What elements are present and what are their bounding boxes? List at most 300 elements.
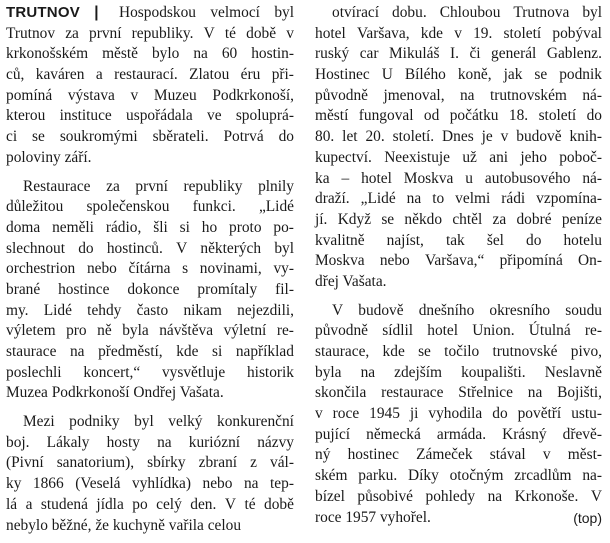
word: v bbox=[500, 128, 509, 146]
author-signature: (top) bbox=[573, 509, 602, 526]
word: si bbox=[211, 343, 223, 360]
word: či bbox=[469, 45, 481, 63]
word: skončila bbox=[315, 384, 367, 402]
word: čítárna bbox=[128, 260, 171, 278]
word: jmenoval, bbox=[383, 86, 445, 104]
right-column bbox=[315, 3, 602, 528]
word: 80. bbox=[315, 128, 335, 146]
word: novinami, bbox=[199, 260, 262, 278]
word: do bbox=[278, 128, 294, 146]
word: hostince bbox=[58, 280, 110, 298]
word: od bbox=[423, 107, 440, 125]
word: ském bbox=[315, 467, 348, 485]
text-line bbox=[6, 321, 294, 342]
paragraph bbox=[6, 412, 294, 536]
paragraph bbox=[315, 3, 602, 293]
word: Zámeček bbox=[416, 446, 473, 464]
word: hotel bbox=[361, 169, 392, 187]
dateline-separator: | bbox=[94, 4, 99, 21]
word: ky bbox=[6, 475, 22, 493]
word: v bbox=[542, 446, 551, 464]
word: kupectví. bbox=[315, 148, 372, 166]
word: ná- bbox=[582, 86, 602, 104]
word: generál bbox=[491, 45, 537, 63]
word: restaurací. bbox=[114, 66, 178, 84]
word: armáda. bbox=[436, 425, 487, 443]
word: roce bbox=[332, 405, 360, 423]
text-line bbox=[315, 127, 602, 148]
word: Lákaly bbox=[46, 433, 90, 451]
word: Neexistuje bbox=[384, 148, 451, 166]
word: instituce bbox=[59, 107, 112, 125]
word: první bbox=[89, 24, 122, 42]
word: a bbox=[95, 66, 103, 84]
text-line bbox=[6, 239, 294, 260]
word: je bbox=[481, 128, 493, 146]
text-line bbox=[315, 86, 602, 107]
word: otvírací bbox=[332, 4, 380, 21]
word: neměli bbox=[52, 218, 94, 236]
word: původně bbox=[315, 86, 369, 104]
word: dokonce bbox=[127, 280, 180, 298]
word: na bbox=[527, 384, 543, 402]
text-line bbox=[6, 280, 294, 301]
text-line bbox=[315, 106, 602, 127]
word: podnik bbox=[559, 66, 602, 84]
word: Hostinec bbox=[315, 66, 370, 84]
word: byla bbox=[315, 363, 342, 381]
word: ruský bbox=[315, 45, 350, 63]
word: výletní bbox=[223, 322, 267, 340]
word: Union. bbox=[472, 322, 515, 340]
word: nebo bbox=[379, 252, 410, 270]
word: restaurace bbox=[381, 384, 444, 402]
word: republiky bbox=[183, 177, 243, 195]
word: se bbox=[418, 343, 431, 360]
word: Podkrkonoší, bbox=[212, 86, 294, 104]
word: Když bbox=[337, 210, 372, 228]
word: parku. bbox=[358, 467, 398, 485]
word: uspořádala bbox=[126, 107, 193, 125]
word: nebo bbox=[202, 475, 233, 493]
word: staurace, bbox=[315, 343, 370, 360]
word: byl bbox=[134, 413, 154, 431]
word: chtěl bbox=[452, 210, 483, 228]
word: točilo bbox=[444, 343, 480, 360]
word: Moskva bbox=[403, 169, 454, 187]
word: autobusového bbox=[484, 169, 571, 187]
paragraph bbox=[6, 3, 294, 169]
word: otočným bbox=[449, 467, 504, 485]
word: ustu- bbox=[571, 405, 602, 423]
text-line bbox=[6, 127, 294, 148]
word: byl bbox=[582, 4, 602, 21]
word: v bbox=[130, 86, 139, 104]
text-line bbox=[315, 425, 602, 446]
word: – bbox=[341, 169, 350, 187]
word: do bbox=[526, 231, 542, 249]
word: době bbox=[264, 495, 294, 513]
word: staurace bbox=[6, 343, 57, 360]
word: byl bbox=[274, 239, 294, 257]
line-text: dřej Vašata. bbox=[315, 272, 387, 290]
word: do bbox=[586, 107, 602, 125]
paragraph bbox=[6, 177, 294, 405]
word: poboč- bbox=[559, 148, 602, 166]
word: koně, bbox=[457, 66, 492, 84]
text-line bbox=[6, 3, 294, 24]
word: dřevě- bbox=[562, 425, 602, 443]
word: sídlil bbox=[382, 322, 414, 340]
word: té bbox=[224, 24, 236, 42]
word: hotel bbox=[315, 24, 346, 42]
word: povětří bbox=[517, 405, 562, 423]
word: byla bbox=[122, 322, 149, 340]
word: nebo bbox=[86, 260, 117, 278]
word: 60 bbox=[221, 45, 238, 63]
word: dnešního bbox=[418, 301, 475, 319]
word: den. bbox=[190, 495, 217, 513]
word: první bbox=[135, 177, 168, 195]
word: s bbox=[182, 260, 189, 278]
word: pivo, bbox=[570, 343, 602, 360]
word: draží. bbox=[315, 190, 350, 208]
word: soukromými bbox=[59, 128, 138, 146]
word: Bílého bbox=[404, 66, 446, 84]
word: vál- bbox=[270, 454, 294, 472]
word: hotel bbox=[427, 322, 459, 340]
word: působivé bbox=[357, 487, 413, 505]
word: počátku bbox=[449, 107, 499, 125]
word: hotelu bbox=[563, 231, 602, 249]
word: najíst, bbox=[386, 231, 424, 249]
word: promítaly bbox=[197, 280, 258, 298]
word: vy- bbox=[273, 260, 294, 278]
text-line bbox=[315, 169, 602, 190]
text-line bbox=[6, 342, 294, 363]
word: šli bbox=[153, 218, 168, 236]
text-line bbox=[6, 474, 294, 495]
word: často bbox=[136, 301, 169, 319]
word: 20. bbox=[365, 128, 385, 146]
word: Varšava, bbox=[356, 24, 410, 42]
text-line bbox=[6, 453, 294, 474]
word: podniky bbox=[69, 413, 120, 431]
word: Moskva bbox=[315, 252, 365, 270]
word: Střelnice bbox=[458, 384, 513, 402]
word: kde bbox=[420, 24, 443, 42]
word: na bbox=[69, 343, 85, 360]
word: orchestrion bbox=[6, 260, 76, 278]
word: ců, bbox=[6, 66, 25, 84]
word: (Veselá bbox=[75, 475, 121, 493]
word: nejezdili, bbox=[237, 301, 294, 319]
word: soudu bbox=[565, 301, 602, 319]
word: za bbox=[492, 210, 507, 228]
word: okresního bbox=[489, 301, 551, 319]
word: po- bbox=[273, 218, 294, 236]
text-line bbox=[6, 148, 294, 169]
word: re- bbox=[276, 322, 294, 340]
word: kde bbox=[382, 343, 405, 360]
word: vyhodila bbox=[428, 405, 483, 423]
word: boj. bbox=[6, 433, 30, 451]
word: celý bbox=[156, 495, 182, 513]
word: jídla bbox=[96, 495, 124, 513]
word: budově bbox=[358, 301, 404, 319]
word: na bbox=[487, 487, 503, 505]
word: nikam bbox=[183, 301, 222, 319]
word: Varšava,“ bbox=[424, 252, 485, 270]
word: tep- bbox=[270, 475, 294, 493]
word: ný bbox=[315, 446, 331, 464]
word: „Lidé bbox=[360, 190, 396, 208]
word: rádi bbox=[501, 190, 526, 208]
text-line bbox=[6, 218, 294, 239]
word: se bbox=[381, 210, 395, 228]
word: na bbox=[193, 45, 208, 63]
word: (Pivní bbox=[6, 454, 44, 472]
word: Potrvá bbox=[223, 128, 264, 146]
text-line bbox=[6, 44, 294, 65]
word: trutnovském bbox=[489, 86, 567, 104]
word: Krásný bbox=[502, 425, 547, 443]
word: u bbox=[465, 169, 473, 187]
word: V bbox=[203, 24, 215, 42]
word: některých bbox=[200, 239, 262, 257]
word: zbraní bbox=[198, 454, 238, 472]
word: Lidé bbox=[43, 301, 72, 319]
word: na bbox=[243, 475, 259, 493]
word: ve bbox=[207, 107, 222, 125]
word: důležitou bbox=[6, 198, 64, 216]
word: se bbox=[32, 128, 45, 146]
word: let bbox=[342, 128, 358, 146]
word: dobu. bbox=[392, 4, 427, 21]
word: byl bbox=[274, 4, 294, 21]
word: Mezi bbox=[23, 413, 55, 431]
paragraph bbox=[315, 301, 602, 529]
word: Díky bbox=[407, 467, 439, 485]
word: V bbox=[176, 239, 188, 257]
word: peníze bbox=[561, 210, 602, 228]
word: ná- bbox=[582, 169, 602, 187]
word: velmi bbox=[455, 190, 491, 208]
word: zrcadlům bbox=[514, 467, 572, 485]
word: lá bbox=[6, 495, 18, 513]
word: vyhlídka) bbox=[132, 475, 192, 493]
text-line bbox=[315, 148, 602, 169]
word: hostinců. bbox=[106, 239, 163, 257]
word: spoluprá- bbox=[235, 107, 294, 125]
word: předměstí, bbox=[98, 343, 163, 360]
word: pro bbox=[66, 322, 87, 340]
word: hosty bbox=[106, 433, 140, 451]
word: v bbox=[454, 24, 462, 42]
word: někdo bbox=[404, 210, 443, 228]
word: pobýval bbox=[552, 24, 602, 42]
word: fil- bbox=[275, 280, 294, 298]
word: kaváren bbox=[35, 66, 85, 84]
text-line bbox=[315, 383, 602, 404]
word: se bbox=[534, 66, 548, 84]
word: v bbox=[315, 405, 323, 423]
text-line bbox=[315, 342, 602, 363]
text-line bbox=[315, 272, 602, 293]
word: pohledy bbox=[425, 487, 476, 505]
word: fungoval bbox=[358, 107, 414, 125]
text-line bbox=[6, 177, 294, 198]
word: ani bbox=[489, 148, 509, 166]
word: bylo bbox=[151, 45, 180, 63]
text-line bbox=[315, 508, 602, 529]
word: na bbox=[360, 363, 376, 381]
word: pující bbox=[315, 425, 351, 443]
word: sbírky bbox=[147, 454, 186, 472]
word: do bbox=[78, 239, 94, 257]
word: kde bbox=[176, 343, 199, 360]
word: kterou bbox=[6, 107, 46, 125]
word: V bbox=[332, 301, 344, 319]
word: rádio, bbox=[105, 218, 142, 236]
text-line bbox=[315, 210, 602, 231]
word: Bojišti, bbox=[557, 384, 602, 402]
word: na bbox=[157, 433, 172, 451]
word: výstava bbox=[67, 86, 115, 104]
text-line bbox=[6, 433, 294, 454]
word: městě bbox=[102, 45, 138, 63]
line-text: Muzea Podkrkonoší Ondřej Vašata. bbox=[6, 384, 224, 402]
word: za bbox=[106, 177, 120, 195]
word: a bbox=[25, 495, 33, 513]
word: car bbox=[359, 45, 379, 63]
word: při- bbox=[271, 66, 294, 84]
paragraph-gap bbox=[315, 293, 602, 301]
text-line bbox=[6, 24, 294, 45]
word: z bbox=[250, 454, 257, 472]
text-line bbox=[315, 404, 602, 425]
word: po bbox=[132, 495, 148, 513]
word: německá bbox=[366, 425, 421, 443]
word: Gablenz. bbox=[546, 45, 602, 63]
word: proto bbox=[229, 218, 262, 236]
word: 18. bbox=[508, 107, 529, 125]
word: republiky. bbox=[131, 24, 194, 42]
word: výletem bbox=[6, 322, 56, 340]
text-line bbox=[6, 65, 294, 86]
word: jeho bbox=[520, 148, 547, 166]
word: dobré bbox=[516, 210, 552, 228]
word: historik bbox=[246, 363, 294, 381]
dateline: TRUTNOV bbox=[6, 4, 80, 21]
word: plnily bbox=[258, 177, 294, 195]
word: brané bbox=[6, 280, 41, 298]
word: koupališti. bbox=[461, 363, 526, 381]
text-line bbox=[6, 412, 294, 433]
word: Trutnova bbox=[513, 4, 570, 21]
word: velký bbox=[168, 413, 203, 431]
word: Hospodskou bbox=[119, 4, 196, 21]
text-line bbox=[6, 516, 294, 537]
word: Dnes bbox=[442, 128, 474, 146]
text-line bbox=[6, 383, 294, 404]
text-line bbox=[315, 44, 602, 65]
word: za bbox=[65, 24, 79, 42]
word: společenskou bbox=[86, 198, 170, 216]
word: 1945 bbox=[369, 405, 400, 423]
word: stával bbox=[489, 446, 526, 464]
word: století bbox=[538, 107, 577, 125]
text-line bbox=[315, 301, 602, 322]
left-column bbox=[6, 3, 294, 536]
word: ho bbox=[201, 218, 218, 236]
word: koncert,“ bbox=[83, 363, 141, 381]
word: vysvětluje bbox=[161, 363, 226, 381]
word: éru bbox=[240, 66, 261, 84]
word: sběrateli. bbox=[152, 128, 209, 146]
word: bízel bbox=[315, 487, 345, 505]
word: trutnovské bbox=[492, 343, 558, 360]
word: do bbox=[492, 405, 508, 423]
word: Mikuláš bbox=[389, 45, 440, 63]
word: vzpomína- bbox=[536, 190, 602, 208]
word: Restaurace bbox=[23, 177, 91, 195]
text-line bbox=[6, 197, 294, 218]
word: konkurenční bbox=[217, 413, 294, 431]
word: té bbox=[244, 495, 256, 513]
word: funkci. bbox=[192, 198, 236, 216]
text-line bbox=[315, 231, 602, 252]
text-line bbox=[315, 3, 602, 24]
word: připomíná bbox=[499, 252, 563, 270]
word: době bbox=[246, 24, 277, 42]
word: knih- bbox=[569, 128, 602, 146]
word: Chloubou bbox=[439, 4, 501, 21]
word: poslechli bbox=[6, 363, 62, 381]
text-line bbox=[315, 251, 602, 272]
word: Neslavně bbox=[544, 363, 602, 381]
text-line bbox=[315, 65, 602, 86]
word: budově bbox=[516, 128, 562, 146]
word: původně bbox=[315, 322, 369, 340]
word: ci bbox=[6, 128, 18, 146]
word: V bbox=[224, 495, 236, 513]
word: na bbox=[406, 190, 422, 208]
word: návštěva bbox=[159, 322, 214, 340]
word: my. bbox=[6, 301, 29, 319]
text-line bbox=[315, 24, 602, 45]
word: krkonošském bbox=[6, 45, 89, 63]
text-line bbox=[6, 106, 294, 127]
word: městí bbox=[315, 107, 349, 125]
word: názvy bbox=[257, 433, 294, 451]
word: tak bbox=[445, 231, 465, 249]
word: re- bbox=[584, 322, 602, 340]
word: 1866 bbox=[32, 475, 64, 493]
text-line bbox=[315, 189, 602, 210]
text-line bbox=[6, 301, 294, 322]
word: velmocí bbox=[210, 4, 260, 21]
word: jí. bbox=[315, 210, 328, 228]
word: Zlatou bbox=[189, 66, 230, 84]
text-line bbox=[6, 86, 294, 107]
word: měst- bbox=[567, 446, 602, 464]
word: studená bbox=[40, 495, 88, 513]
word: V bbox=[590, 487, 602, 505]
word: v bbox=[286, 24, 294, 42]
word: šel bbox=[486, 231, 504, 249]
word: doma bbox=[6, 218, 41, 236]
